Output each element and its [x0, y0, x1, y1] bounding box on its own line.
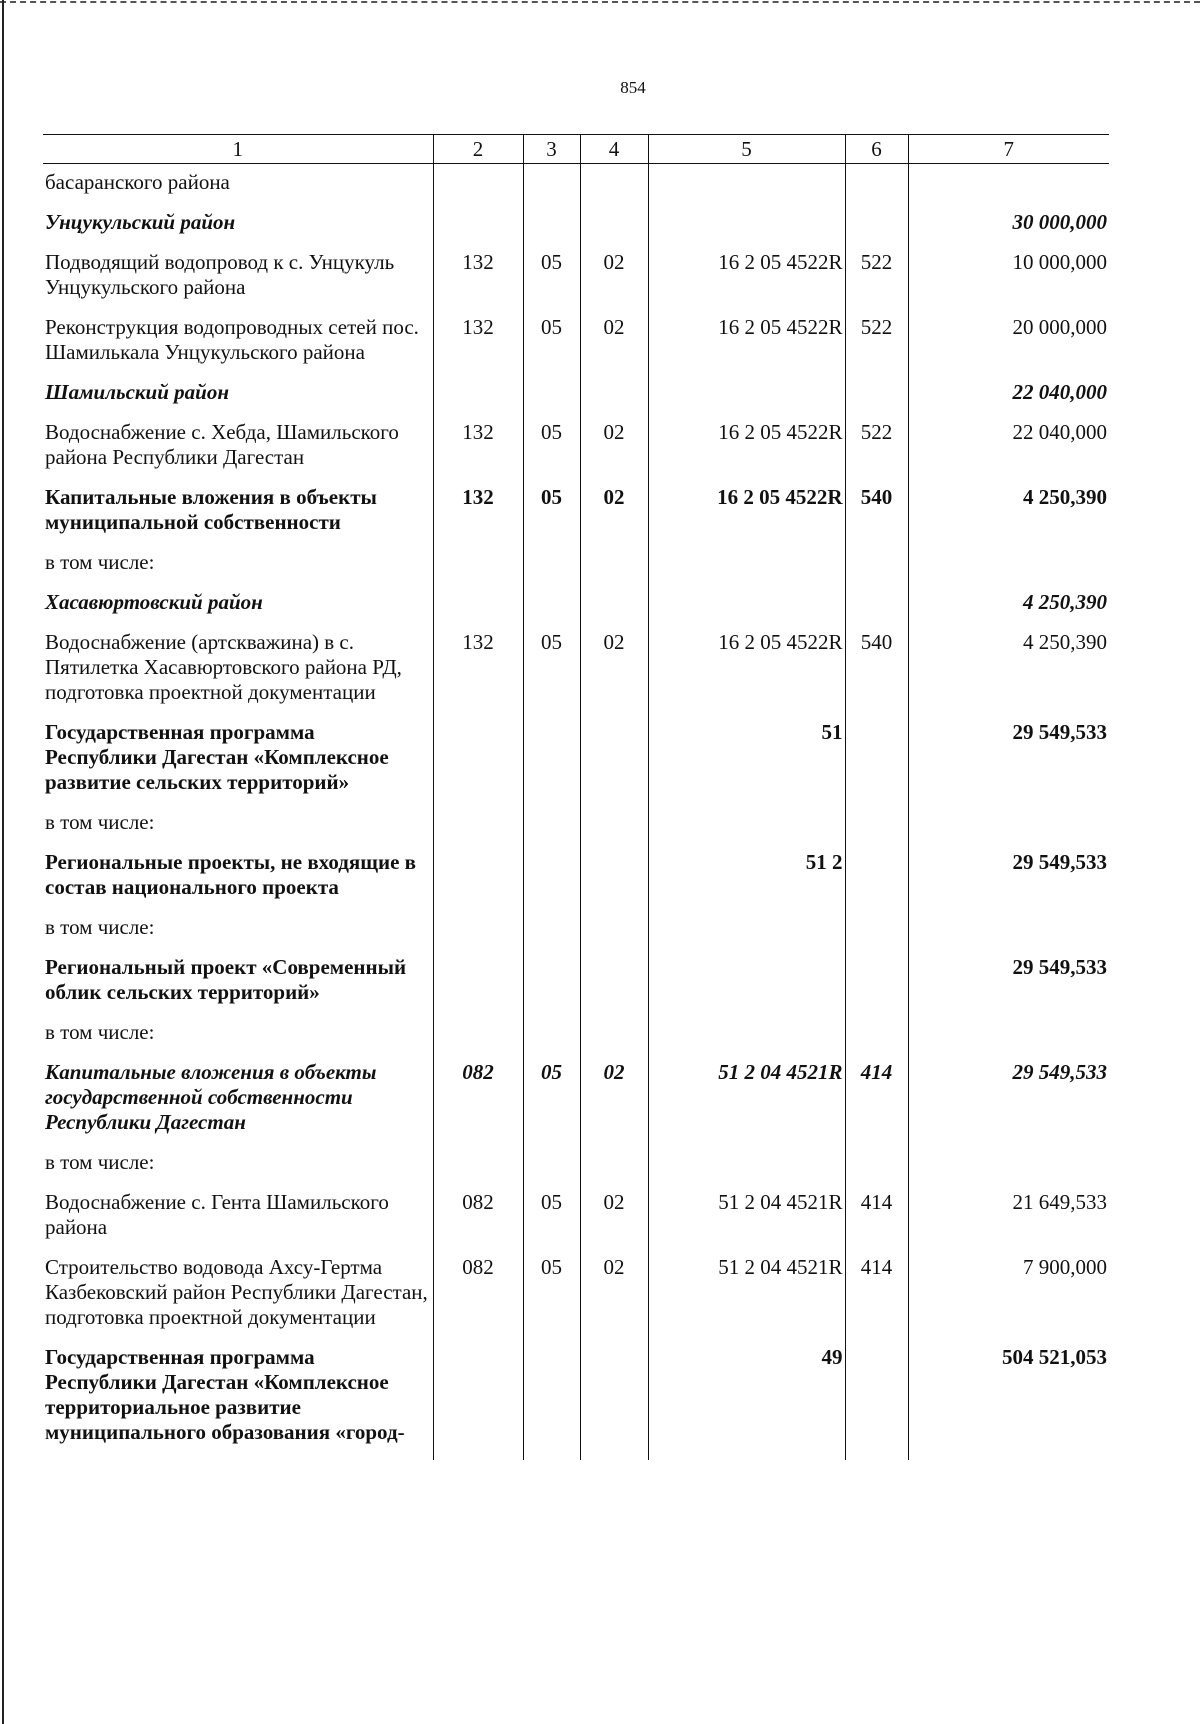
- target-code-cell: [648, 915, 845, 955]
- admin-code-cell: 132: [433, 630, 523, 720]
- amount-cell: 10 000,000: [908, 250, 1109, 315]
- table-row: [43, 850, 1109, 915]
- table-row: [43, 1190, 1109, 1255]
- subsection-code-cell: 02: [580, 485, 648, 550]
- section-code-cell: 05: [523, 485, 580, 550]
- section-code-cell: [523, 850, 580, 915]
- item-name-cell: в том числе:: [45, 1150, 155, 1174]
- target-code-cell: 51: [648, 720, 845, 810]
- subsection-code-cell: 02: [580, 315, 648, 380]
- target-code-cell: [648, 810, 845, 850]
- admin-code-cell: [433, 1150, 523, 1190]
- table-row: [43, 380, 1109, 420]
- page-number: 854: [620, 78, 646, 97]
- expense-type-code-cell: 540: [845, 485, 908, 550]
- table-row: [43, 955, 1109, 1020]
- section-code-cell: 05: [523, 1060, 580, 1150]
- target-code-cell: 51 2 04 4521R: [648, 1255, 845, 1345]
- target-code-cell: [648, 550, 845, 590]
- amount-cell: [908, 1020, 1109, 1060]
- expense-type-code-cell: 414: [845, 1060, 908, 1150]
- subsection-code-cell: [580, 810, 648, 850]
- section-code-cell: [523, 210, 580, 250]
- table-row: [43, 1060, 1109, 1150]
- expense-type-code-cell: [845, 955, 908, 1020]
- table-row: [43, 164, 1109, 211]
- table-row: [43, 315, 1109, 380]
- expense-type-code-cell: [845, 810, 908, 850]
- section-code-cell: [523, 810, 580, 850]
- table-row: [43, 1020, 1109, 1060]
- amount-cell: 7 900,000: [908, 1255, 1109, 1345]
- admin-code-cell: [433, 720, 523, 810]
- target-code-cell: [648, 210, 845, 250]
- expense-type-code-cell: 414: [845, 1190, 908, 1255]
- section-code-cell: [523, 164, 580, 211]
- item-name-cell: в том числе:: [45, 1020, 155, 1044]
- table-row: [43, 630, 1109, 720]
- amount-cell: 21 649,533: [908, 1190, 1109, 1255]
- expense-type-code-cell: [845, 550, 908, 590]
- subsection-code-cell: [580, 380, 648, 420]
- item-name-cell: Шамильский район: [45, 380, 229, 404]
- expense-type-code-cell: 522: [845, 250, 908, 315]
- section-code-cell: 05: [523, 315, 580, 380]
- subsection-code-cell: 02: [580, 1255, 648, 1345]
- expense-type-code-cell: [845, 590, 908, 630]
- amount-cell: 20 000,000: [908, 315, 1109, 380]
- subsection-code-cell: [580, 850, 648, 915]
- amount-cell: [908, 810, 1109, 850]
- section-code-cell: [523, 380, 580, 420]
- target-code-cell: 16 2 05 4522R: [648, 315, 845, 380]
- header-row: [43, 135, 1109, 164]
- admin-code-cell: 132: [433, 420, 523, 485]
- table-row: [43, 1255, 1109, 1345]
- admin-code-cell: [433, 380, 523, 420]
- target-code-cell: 16 2 05 4522R: [648, 485, 845, 550]
- budget-table: [43, 134, 1109, 1460]
- expense-type-code-cell: [845, 915, 908, 955]
- table-row: [43, 720, 1109, 810]
- column-header-3: 3: [523, 135, 580, 164]
- amount-cell: [908, 915, 1109, 955]
- admin-code-cell: 132: [433, 485, 523, 550]
- admin-code-cell: [433, 810, 523, 850]
- target-code-cell: 51 2 04 4521R: [648, 1190, 845, 1255]
- subsection-code-cell: 02: [580, 420, 648, 485]
- item-name-cell: Государственная программа Республики Дагестан «Комплексное развитие сельских территорий»: [45, 720, 389, 794]
- subsection-code-cell: [580, 1150, 648, 1190]
- target-code-cell: [648, 1150, 845, 1190]
- table-row: [43, 250, 1109, 315]
- section-code-cell: [523, 915, 580, 955]
- item-name-cell: в том числе:: [45, 550, 155, 574]
- target-code-cell: 16 2 05 4522R: [648, 250, 845, 315]
- admin-code-cell: 132: [433, 250, 523, 315]
- item-name-cell: Капитальные вложения в объекты государственной собственности Республики Дагестан: [45, 1060, 377, 1134]
- item-name-cell: Унцукульский район: [45, 210, 236, 234]
- column-header-2: 2: [433, 135, 523, 164]
- amount-cell: 29 549,533: [908, 955, 1109, 1020]
- admin-code-cell: [433, 210, 523, 250]
- subsection-code-cell: [580, 164, 648, 211]
- admin-code-cell: 082: [433, 1190, 523, 1255]
- amount-cell: [908, 550, 1109, 590]
- amount-cell: 29 549,533: [908, 1060, 1109, 1150]
- section-code-cell: 05: [523, 250, 580, 315]
- item-name-cell: в том числе:: [45, 810, 155, 834]
- amount-cell: 22 040,000: [908, 380, 1109, 420]
- column-header-4: 4: [580, 135, 648, 164]
- admin-code-cell: [433, 164, 523, 211]
- expense-type-code-cell: [845, 164, 908, 211]
- item-name-cell: Строительство водовода Ахсу-Гертма Казбековский район Республики Дагестан, подготовка проектной документации: [45, 1255, 428, 1329]
- target-code-cell: 51 2 04 4521R: [648, 1060, 845, 1150]
- amount-cell: 22 040,000: [908, 420, 1109, 485]
- expense-type-code-cell: [845, 210, 908, 250]
- amount-cell: 29 549,533: [908, 720, 1109, 810]
- expense-type-code-cell: [845, 850, 908, 915]
- section-code-cell: [523, 550, 580, 590]
- section-code-cell: [523, 1345, 580, 1460]
- amount-cell: 4 250,390: [908, 590, 1109, 630]
- item-name-cell: Капитальные вложения в объекты муниципальной собственности: [45, 485, 377, 534]
- item-name-cell: Водоснабжение (артскважина) в с. Пятилетка Хасавюртовского района РД, подготовка проектной документации: [45, 630, 402, 704]
- subsection-code-cell: [580, 210, 648, 250]
- item-name-cell: Региональный проект «Современный облик сельских территорий»: [45, 955, 407, 1004]
- table-row: [43, 210, 1109, 250]
- amount-cell: 4 250,390: [908, 485, 1109, 550]
- target-code-cell: [648, 1020, 845, 1060]
- admin-code-cell: [433, 590, 523, 630]
- section-code-cell: [523, 1020, 580, 1060]
- target-code-cell: [648, 380, 845, 420]
- table-body: [43, 164, 1109, 1461]
- admin-code-cell: 082: [433, 1060, 523, 1150]
- subsection-code-cell: 02: [580, 1190, 648, 1255]
- table-row: [43, 485, 1109, 550]
- expense-type-code-cell: [845, 1150, 908, 1190]
- target-code-cell: 16 2 05 4522R: [648, 420, 845, 485]
- page-left-edge: [2, 0, 4, 1724]
- admin-code-cell: [433, 1020, 523, 1060]
- item-name-cell: Подводящий водопровод к с. Унцукуль Унцукульского района: [45, 250, 395, 299]
- column-header-7: 7: [908, 135, 1109, 164]
- table-row: [43, 420, 1109, 485]
- section-code-cell: [523, 955, 580, 1020]
- item-name-cell: Водоснабжение с. Гента Шамильского района: [45, 1190, 389, 1239]
- admin-code-cell: [433, 550, 523, 590]
- target-code-cell: 49: [648, 1345, 845, 1460]
- admin-code-cell: [433, 955, 523, 1020]
- amount-cell: 30 000,000: [908, 210, 1109, 250]
- admin-code-cell: [433, 850, 523, 915]
- subsection-code-cell: [580, 720, 648, 810]
- item-name-cell: Государственная программа Республики Дагестан «Комплексное территориальное развитие муниципального образования «город-: [45, 1345, 405, 1444]
- item-name-cell: Водоснабжение с. Хебда, Шамильского района Республики Дагестан: [45, 420, 399, 469]
- subsection-code-cell: [580, 550, 648, 590]
- target-code-cell: [648, 590, 845, 630]
- expense-type-code-cell: 540: [845, 630, 908, 720]
- subsection-code-cell: [580, 915, 648, 955]
- item-name-cell: Реконструкция водопроводных сетей пос. Шамилькала Унцукульского района: [45, 315, 419, 364]
- section-code-cell: 05: [523, 420, 580, 485]
- item-name-cell: басаранского района: [45, 170, 230, 194]
- column-header-1: 1: [43, 135, 433, 164]
- section-code-cell: [523, 720, 580, 810]
- section-code-cell: 05: [523, 1190, 580, 1255]
- target-code-cell: [648, 164, 845, 211]
- section-code-cell: 05: [523, 630, 580, 720]
- subsection-code-cell: [580, 590, 648, 630]
- admin-code-cell: [433, 1345, 523, 1460]
- admin-code-cell: 132: [433, 315, 523, 380]
- table-row: [43, 810, 1109, 850]
- expense-type-code-cell: 522: [845, 420, 908, 485]
- admin-code-cell: 082: [433, 1255, 523, 1345]
- expense-type-code-cell: 414: [845, 1255, 908, 1345]
- section-code-cell: [523, 590, 580, 630]
- table-row: [43, 550, 1109, 590]
- item-name-cell: в том числе:: [45, 915, 155, 939]
- subsection-code-cell: [580, 1345, 648, 1460]
- expense-type-code-cell: [845, 1345, 908, 1460]
- target-code-cell: 16 2 05 4522R: [648, 630, 845, 720]
- amount-cell: [908, 164, 1109, 211]
- subsection-code-cell: 02: [580, 630, 648, 720]
- item-name-cell: Хасавюртовский район: [45, 590, 263, 614]
- amount-cell: 29 549,533: [908, 850, 1109, 915]
- subsection-code-cell: 02: [580, 250, 648, 315]
- target-code-cell: [648, 955, 845, 1020]
- amount-cell: [908, 1150, 1109, 1190]
- expense-type-code-cell: [845, 1020, 908, 1060]
- amount-cell: 4 250,390: [908, 630, 1109, 720]
- expense-type-code-cell: [845, 380, 908, 420]
- table-row: [43, 590, 1109, 630]
- section-code-cell: 05: [523, 1255, 580, 1345]
- subsection-code-cell: [580, 955, 648, 1020]
- subsection-code-cell: [580, 1020, 648, 1060]
- column-header-5: 5: [648, 135, 845, 164]
- expense-type-code-cell: [845, 720, 908, 810]
- table-row: [43, 1345, 1109, 1460]
- section-code-cell: [523, 1150, 580, 1190]
- admin-code-cell: [433, 915, 523, 955]
- amount-cell: 504 521,053: [908, 1345, 1109, 1460]
- table-row: [43, 1150, 1109, 1190]
- page-top-edge: [0, 1, 1200, 3]
- table-row: [43, 915, 1109, 955]
- subsection-code-cell: 02: [580, 1060, 648, 1150]
- target-code-cell: 51 2: [648, 850, 845, 915]
- column-header-6: 6: [845, 135, 908, 164]
- expense-type-code-cell: 522: [845, 315, 908, 380]
- item-name-cell: Региональные проекты, не входящие в состав национального проекта: [45, 850, 416, 899]
